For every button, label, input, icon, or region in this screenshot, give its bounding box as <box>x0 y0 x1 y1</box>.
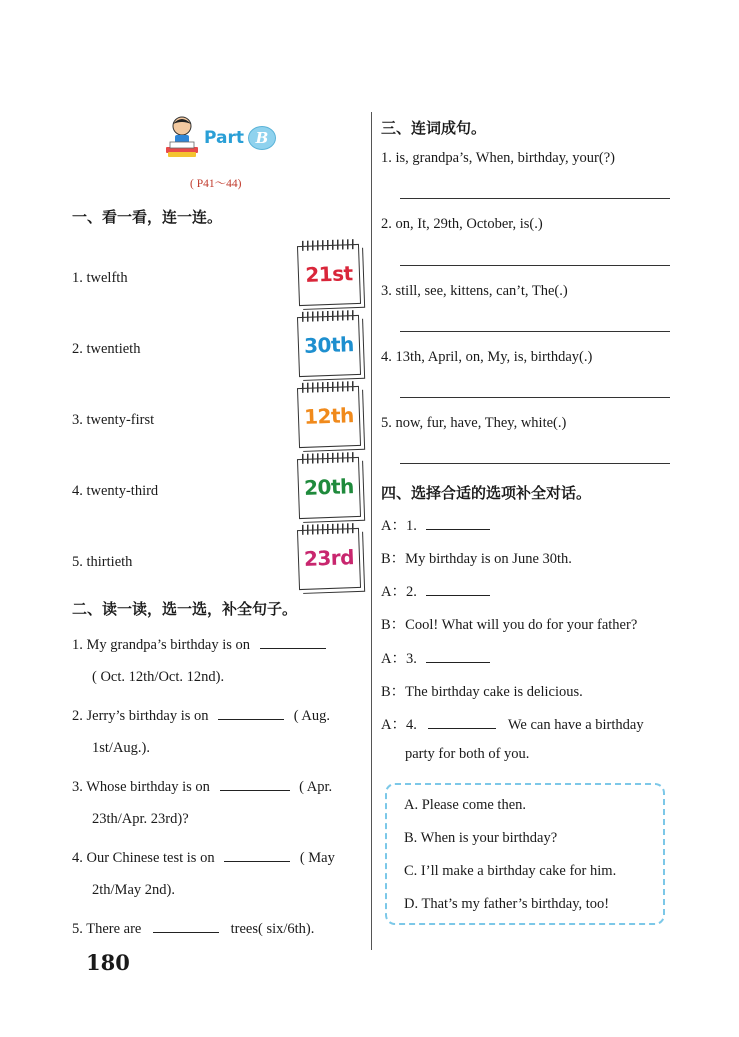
answer-line[interactable] <box>400 198 670 199</box>
scramble-item: 4. 13th, April, on, My, is, birthday(.) <box>381 349 593 365</box>
option-item: B. When is your birthday? <box>404 830 558 846</box>
dialogue-line <box>381 713 644 734</box>
dialogue-line <box>381 680 583 701</box>
speaker: B： <box>381 617 406 633</box>
boy-reading-icon <box>162 114 202 160</box>
date-card-text: 23rd <box>303 545 355 571</box>
date-card <box>297 315 361 377</box>
fill-item-text: 5. There are <box>72 921 142 937</box>
blank-number: 4. <box>405 717 417 733</box>
dialogue-text: The birthday cake is delicious. <box>405 684 583 700</box>
section4-title: 四、选择合适的选项补全对话。 <box>381 484 592 502</box>
dialogue-text: Cool! What will you do for your father? <box>405 617 638 633</box>
section2-title: 二、读一读，选一选，补全句子。 <box>72 600 298 618</box>
dialogue-continuation: party for both of you. <box>405 746 530 762</box>
speaker: A： <box>381 584 406 600</box>
part-letter-bubble <box>248 126 276 150</box>
answer-blank[interactable] <box>426 515 490 530</box>
part-label: Part <box>204 128 244 148</box>
answer-blank[interactable] <box>220 776 290 791</box>
speaker: B： <box>381 551 406 567</box>
date-card-text: 12th <box>303 403 355 429</box>
fill-item-text: 1. My grandpa’s birthday is on <box>72 637 251 653</box>
section1-word: 1. twelfth <box>72 270 128 286</box>
option-item: A. Please come then. <box>404 797 527 813</box>
dialogue-line <box>381 613 637 634</box>
dialogue-text: We can have a birthday <box>507 717 644 733</box>
speaker: A： <box>381 651 406 667</box>
answer-blank[interactable] <box>153 918 219 933</box>
section1-title: 一、看一看，连一连。 <box>72 208 223 226</box>
fill-item-text: 2. Jerry’s birthday is on <box>72 708 209 724</box>
speaker: B： <box>381 684 406 700</box>
section1-word: 4. twenty-third <box>72 483 159 499</box>
scramble-item: 3. still, see, kittens, can’t, The(.) <box>381 283 568 299</box>
fill-item-text: 4. Our Chinese test is on <box>72 850 215 866</box>
dialogue-text: My birthday is on June 30th. <box>405 551 572 567</box>
date-card <box>297 528 361 590</box>
speaker: A： <box>381 717 406 733</box>
dialogue-line <box>381 514 490 535</box>
fill-item-4-cont: 2th/May 2nd). <box>92 882 175 898</box>
answer-blank[interactable] <box>426 648 490 663</box>
answer-line[interactable] <box>400 265 670 266</box>
date-card-text: 21st <box>304 261 354 287</box>
date-card <box>297 244 361 306</box>
scramble-item: 5. now, fur, have, They, white(.) <box>381 415 567 431</box>
answer-line[interactable] <box>400 331 670 332</box>
scramble-item: 2. on, It, 29th, October, is(.) <box>381 216 543 232</box>
date-card-text: 30th <box>303 332 355 358</box>
scramble-item: 1. is, grandpa’s, When, birthday, your(?) <box>381 150 615 166</box>
blank-number: 3. <box>405 651 417 667</box>
fill-item-1 <box>72 634 326 654</box>
fill-item-3-cont: 23th/Apr. 23rd)? <box>92 811 189 827</box>
fill-item-2-cont: 1st/Aug.). <box>92 740 150 756</box>
dialogue-line <box>381 547 572 568</box>
column-divider <box>371 112 372 950</box>
fill-item-2 <box>72 705 330 725</box>
fill-item-text: 3. Whose birthday is on <box>72 779 210 795</box>
fill-item-4 <box>72 847 335 867</box>
section1-word: 3. twenty-first <box>72 412 155 428</box>
answer-blank[interactable] <box>260 634 326 649</box>
date-card <box>297 386 361 448</box>
date-card-text: 20th <box>303 474 355 500</box>
part-badge <box>162 114 277 160</box>
fill-item-3 <box>72 776 332 796</box>
part-letter: B <box>255 129 269 147</box>
blank-number: 1. <box>405 518 417 534</box>
answer-line[interactable] <box>400 397 670 398</box>
section3-title: 三、连词成句。 <box>381 119 487 137</box>
speaker: A： <box>381 518 406 534</box>
dialogue-line <box>381 580 490 601</box>
dialogue-line <box>381 647 490 668</box>
answer-blank[interactable] <box>426 581 490 596</box>
fill-item-options: ( Aug. <box>293 708 331 724</box>
fill-item-5 <box>72 918 314 938</box>
fill-item-options: ( May <box>299 850 335 866</box>
fill-item-options: trees( six/6th). <box>230 921 315 937</box>
fill-item-1-cont: ( Oct. 12th/Oct. 12nd). <box>92 669 225 685</box>
option-item: D. That’s my father’s birthday, too! <box>404 896 610 912</box>
answer-blank[interactable] <box>428 714 496 729</box>
blank-number: 2. <box>405 584 417 600</box>
answer-blank[interactable] <box>218 705 284 720</box>
section1-word: 2. twentieth <box>72 341 141 357</box>
section1-word: 5. thirtieth <box>72 554 133 570</box>
date-card <box>297 457 361 519</box>
page-number: 180 <box>86 950 130 975</box>
fill-item-options: ( Apr. <box>299 779 333 795</box>
answer-blank[interactable] <box>224 847 290 862</box>
page-reference: ( P41～44) <box>190 178 242 190</box>
option-item: C. I’ll make a birthday cake for him. <box>404 863 617 879</box>
answer-line[interactable] <box>400 463 670 464</box>
